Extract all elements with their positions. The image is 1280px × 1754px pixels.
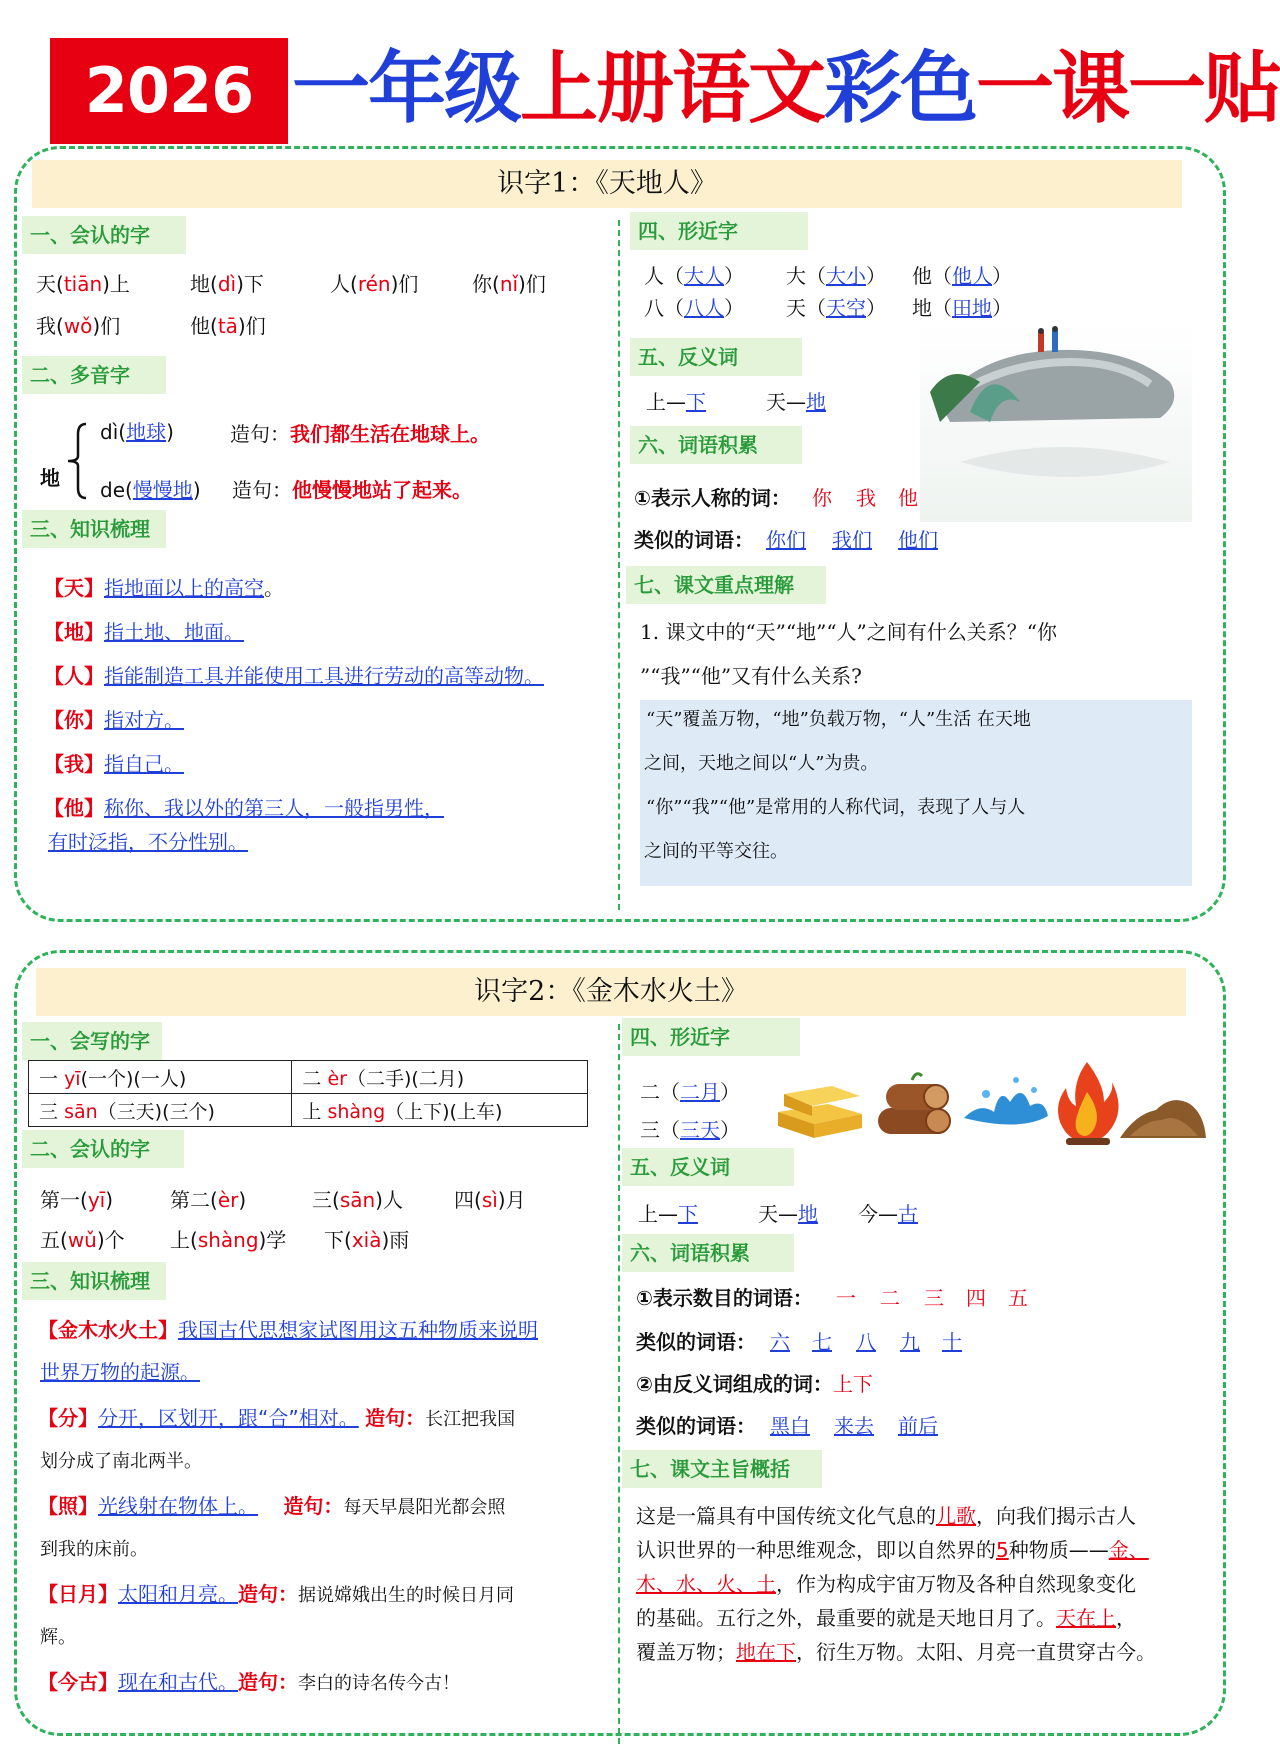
knowledge-item: 【天】指地面以上的高空。 <box>44 576 284 600</box>
answer-line: “天”覆盖万物，“地”负载万物，“人”生活 在天地 <box>646 709 1031 730</box>
soil-icon <box>1116 1084 1208 1144</box>
answer-line: “你”“我”“他”是常用的人称代词，表现了人与人 <box>646 797 1026 818</box>
table-row <box>29 1094 588 1127</box>
knowledge-item: 【金木水火土】我国古代思想家试图用这五种物质来说明 <box>38 1318 538 1342</box>
similar-word: 七 <box>812 1330 832 1354</box>
similar-word: 黑白 <box>770 1414 810 1438</box>
knowledge-item: 【你】指对方。 <box>44 708 184 732</box>
table-cell: 三 sān（三天)(三个) <box>29 1094 292 1127</box>
char-item: 我(wǒ)们 <box>36 314 121 338</box>
similar-word: 九 <box>900 1330 920 1354</box>
antonym-pair: 天—地 <box>766 390 826 414</box>
year-badge: 2026 <box>50 38 288 144</box>
section-heading: 五、反义词 <box>622 1148 794 1186</box>
lesson1-divider <box>618 220 620 910</box>
char-item: 上(shàng)学 <box>170 1228 287 1252</box>
writing-table <box>28 1060 588 1127</box>
word-group-label: 类似的词语： <box>636 1414 756 1438</box>
antonym-pair: 上—下 <box>646 390 706 414</box>
answer-line: 之间，天地之间以“人”为贵。 <box>644 753 879 774</box>
similar-char: 大（大小） <box>786 264 886 288</box>
similar-char: 二（二月） <box>640 1080 740 1104</box>
word-group-label: 类似的词语： <box>636 1330 756 1354</box>
similar-word: 他们 <box>898 528 938 552</box>
knowledge-item: 【地】指土地、地面。 <box>44 620 244 644</box>
number-word: 五 <box>1008 1286 1028 1310</box>
char-item: 三(sān)人 <box>312 1188 403 1212</box>
person-word: 他 <box>898 486 918 510</box>
gold-bars-icon <box>774 1068 866 1142</box>
word-group-label: 类似的词语： <box>634 528 754 552</box>
example-sentence: 造句：他慢慢地站了起来。 <box>232 478 472 502</box>
example-sentence-cont: 辉。 <box>40 1627 76 1648</box>
section-heading: 三、知识梳理 <box>22 1262 166 1300</box>
table-cell: 上 shàng（上下)(上车) <box>292 1094 588 1127</box>
similar-word: 来去 <box>834 1414 874 1438</box>
knowledge-item: 【分】分开，区划开，跟“合”相对。 造句：长江把我国 <box>38 1406 516 1430</box>
section-heading: 二、多音字 <box>22 356 166 394</box>
polyphone-char: 地 <box>40 466 60 490</box>
word-group-label: ①表示数目的词语： <box>636 1286 813 1310</box>
lesson2-title: 识字2：《金木水火土》 <box>36 968 1186 1016</box>
knowledge-item: 【照】光线射在物体上。 造句：每天早晨阳光都会照 <box>38 1494 506 1518</box>
section-heading: 二、会认的字 <box>22 1130 184 1168</box>
summary-line: 认识世界的一种思维观念，即以自然界的5种物质——金、 <box>636 1538 1149 1562</box>
section-heading: 四、形近字 <box>630 212 808 250</box>
person-word: 我 <box>856 486 876 510</box>
similar-word: 前后 <box>898 1414 938 1438</box>
similar-word: 八 <box>856 1330 876 1354</box>
section-heading: 七、课文主旨概括 <box>622 1450 822 1488</box>
lesson2-divider <box>618 1024 620 1744</box>
antonym-pair: 上—下 <box>638 1202 698 1226</box>
table-row <box>29 1061 588 1094</box>
antonym-pair: 今—古 <box>858 1202 918 1226</box>
example-sentence-cont: 划分成了南北两半。 <box>40 1451 202 1472</box>
similar-word: 我们 <box>832 528 872 552</box>
knowledge-item: 【人】指能制造工具并能使用工具进行劳动的高等动物。 <box>44 664 544 688</box>
char-item: 下(xià)雨 <box>324 1228 410 1252</box>
char-item: 天(tiān)上 <box>36 272 130 296</box>
section-heading: 五、反义词 <box>630 338 802 376</box>
word-group-label: ①表示人称的词： <box>634 486 791 510</box>
table-cell: 一 yī(一个)(一人) <box>29 1061 292 1094</box>
example-sentence: 造句：我们都生活在地球上。 <box>230 422 490 446</box>
question: ”“我”“他”又有什么关系? <box>640 664 862 688</box>
title-part-2: 上册语文 <box>520 44 825 134</box>
similar-char: 八（八人） <box>644 296 744 320</box>
water-splash-icon <box>960 1072 1050 1138</box>
similar-char: 天（天空） <box>786 296 886 320</box>
char-item: 人(rén)们 <box>330 272 419 296</box>
section-heading: 一、会写的字 <box>22 1022 162 1060</box>
similar-word: 你们 <box>766 528 806 552</box>
title-part-4: 一课一贴 <box>976 44 1280 134</box>
section-heading: 六、词语积累 <box>622 1234 794 1272</box>
char-item: 四(sì)月 <box>454 1188 526 1212</box>
number-word: 四 <box>966 1286 986 1310</box>
section-heading: 一、会认的字 <box>22 216 186 254</box>
similar-char: 他（他人） <box>912 264 1012 288</box>
char-item: 他(tā)们 <box>190 314 266 338</box>
char-item: 第二(èr) <box>170 1188 247 1212</box>
title-part-3: 彩色 <box>824 44 977 134</box>
section-heading: 六、词语积累 <box>630 426 802 464</box>
char-item: 地(dì)下 <box>190 272 264 296</box>
knowledge-item: 【日月】太阳和月亮。造句：据说嫦娥出生的时候日月同 <box>38 1582 514 1606</box>
number-word: 二 <box>880 1286 900 1310</box>
page-title <box>292 34 1280 144</box>
knowledge-item-cont: 世界万物的起源。 <box>40 1360 200 1384</box>
char-item: 第一(yī) <box>40 1188 114 1212</box>
summary-line: 这是一篇具有中国传统文化气息的儿歌，向我们揭示古人 <box>636 1504 1136 1528</box>
person-word: 你 <box>812 486 832 510</box>
number-word: 一 <box>836 1286 856 1310</box>
summary-line: 木、水、火、土，作为构成宇宙万物及各种自然现象变化 <box>636 1572 1136 1596</box>
lesson1-title: 识字1：《天地人》 <box>32 160 1182 208</box>
brace-icon <box>62 420 92 502</box>
word-group-label: ②由反义词组成的词：上下 <box>636 1372 873 1396</box>
knowledge-item: 【今古】现在和古代。造句：李白的诗名传今古！ <box>38 1670 460 1694</box>
similar-word: 十 <box>942 1330 962 1354</box>
similar-char: 人（大人） <box>644 264 744 288</box>
knowledge-item-cont: 有时泛指，不分性别。 <box>48 830 248 854</box>
example-sentence-cont: 到我的床前。 <box>40 1539 148 1560</box>
answer-line: 之间的平等交往。 <box>644 841 788 862</box>
fire-icon <box>1054 1058 1120 1150</box>
polyphone-row: de(慢慢地) <box>100 478 201 502</box>
char-item: 你(nǐ)们 <box>472 272 546 296</box>
section-heading: 三、知识梳理 <box>22 510 166 548</box>
similar-char: 三（三天） <box>640 1118 740 1142</box>
similar-word: 六 <box>770 1330 790 1354</box>
char-item: 五(wǔ)个 <box>40 1228 125 1252</box>
section-heading: 七、课文重点理解 <box>626 566 826 604</box>
title-part-1: 一年级 <box>292 44 521 134</box>
landscape-illustration <box>920 322 1192 522</box>
summary-line: 覆盖万物；地在下，衍生万物。太阳、月亮一直贯穿古今。 <box>636 1640 1156 1664</box>
number-word: 三 <box>924 1286 944 1310</box>
section-heading: 四、形近字 <box>622 1018 800 1056</box>
wood-logs-icon <box>872 1068 956 1144</box>
summary-line: 的基础。五行之外，最重要的就是天地日月了。天在上， <box>636 1606 1136 1630</box>
question: 1. 课文中的“天”“地”“人”之间有什么关系？“你 <box>640 620 1058 644</box>
table-cell: 二 èr（二手)(二月) <box>292 1061 588 1094</box>
knowledge-item: 【我】指自己。 <box>44 752 184 776</box>
knowledge-item: 【他】称你、我以外的第三人，一般指男性， <box>44 796 444 820</box>
similar-char: 地（田地） <box>912 296 1012 320</box>
antonym-pair: 天—地 <box>758 1202 818 1226</box>
polyphone-row: dì(地球) <box>100 420 174 444</box>
